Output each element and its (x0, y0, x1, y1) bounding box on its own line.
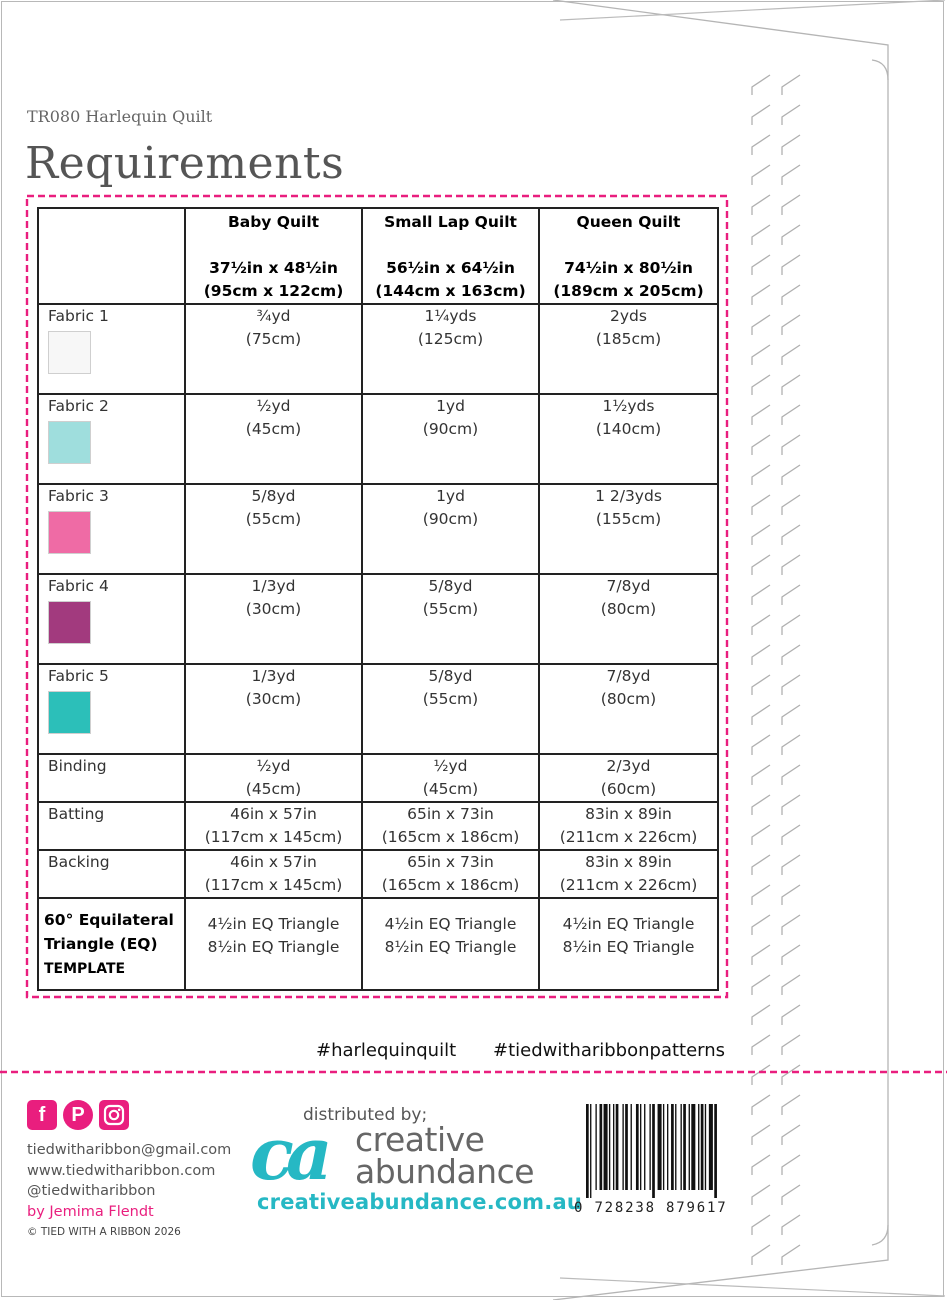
barcode-bar (683, 1104, 686, 1190)
row-label-cell (38, 574, 185, 664)
value-cell (362, 394, 539, 484)
barcode-bar (590, 1104, 591, 1198)
value-line: (185cm) (595, 330, 662, 348)
value-line: (165cm x 186cm) (381, 828, 520, 846)
value-line: (80cm) (600, 690, 657, 708)
value-cell (539, 304, 718, 394)
barcode-bar (681, 1104, 682, 1190)
barcode-bar (691, 1104, 695, 1190)
value-line: 1/3yd (251, 577, 296, 595)
value-line: (75cm) (245, 330, 302, 348)
value-line: 5/8yd (428, 577, 473, 595)
header-baby-quilt (185, 208, 362, 304)
barcode-bar (640, 1104, 641, 1190)
value-cell (539, 394, 718, 484)
fabric-swatch (48, 601, 91, 644)
barcode-bar (636, 1104, 639, 1190)
column-name: Baby Quilt (227, 213, 320, 231)
value-cell (185, 664, 362, 754)
header-blank-cell (38, 208, 185, 304)
value-line: (80cm) (600, 600, 657, 618)
value-line: 7/8yd (606, 667, 651, 685)
pinterest-icon[interactable]: P (63, 1100, 93, 1130)
zigzag-stitch-pattern (752, 75, 800, 1265)
barcode-bar (586, 1104, 589, 1198)
column-size-cm: (144cm x 163cm) (375, 282, 526, 300)
row-label: Fabric 4 (48, 577, 109, 595)
value-line: ¾yd (256, 307, 291, 325)
distributed-by-label: distributed by; (303, 1105, 428, 1125)
contact-website[interactable]: www.tiedwitharibbon.com (27, 1162, 216, 1179)
value-cell (362, 484, 539, 574)
value-line: 1½yds (602, 397, 655, 415)
barcode-bar (701, 1104, 704, 1190)
barcode-bar (652, 1104, 655, 1198)
value-cell (185, 754, 362, 802)
value-cell (185, 394, 362, 484)
fabric-swatch (48, 691, 91, 734)
barcode-bar (689, 1104, 690, 1190)
fold-line-top (560, 0, 945, 20)
value-line: 8½in EQ Triangle (207, 938, 340, 956)
value-line: (90cm) (422, 420, 479, 438)
sleeve-corner-bottom (872, 1225, 888, 1245)
barcode (584, 1104, 760, 1198)
value-line: (30cm) (245, 690, 302, 708)
table-header-row (38, 208, 718, 304)
value-line: (165cm x 186cm) (381, 876, 520, 894)
value-line: (117cm x 145cm) (204, 876, 343, 894)
value-cell (185, 484, 362, 574)
value-line: 5/8yd (428, 667, 473, 685)
value-line: (117cm x 145cm) (204, 828, 343, 846)
value-cell (185, 802, 362, 850)
value-line: ½yd (256, 757, 291, 775)
barcode-bar (714, 1104, 717, 1198)
value-line: 65in x 73in (407, 805, 494, 823)
barcode-bar (604, 1104, 608, 1190)
table-row-fabric-4 (38, 574, 718, 664)
barcode-bar (698, 1104, 699, 1190)
value-line: ½yd (256, 397, 291, 415)
value-cell (185, 898, 362, 990)
value-cell (362, 754, 539, 802)
row-label: Fabric 2 (48, 397, 109, 415)
value-line: (55cm) (422, 690, 479, 708)
page-title: Requirements (25, 138, 345, 189)
header-small-lap-quilt (362, 208, 539, 304)
value-cell (539, 850, 718, 898)
value-line: (30cm) (245, 600, 302, 618)
value-line: 46in x 57in (230, 805, 317, 823)
barcode-bar (609, 1104, 610, 1190)
value-line: 8½in EQ Triangle (384, 938, 517, 956)
barcode-bar (600, 1104, 603, 1190)
column-size-in: 37½in x 48½in (209, 259, 338, 277)
barcode-bar (671, 1104, 674, 1190)
value-cell (362, 304, 539, 394)
brand-name-line1: creative (355, 1120, 485, 1159)
barcode-bar (675, 1104, 676, 1190)
social-icons (27, 1100, 129, 1130)
barcode-bar (644, 1104, 645, 1190)
row-label: Fabric 3 (48, 487, 109, 505)
table-row-fabric-2 (38, 394, 718, 484)
value-line: 4½in EQ Triangle (207, 915, 340, 933)
value-line: 1yd (436, 397, 465, 415)
value-line: (90cm) (422, 510, 479, 528)
hashtag-tiedwitharibbonpatterns[interactable]: #tiedwitharibbonpatterns (493, 1040, 726, 1061)
value-line: (155cm) (595, 510, 662, 528)
value-line: 4½in EQ Triangle (562, 915, 695, 933)
barcode-number: 0 728238 879617 (574, 1200, 728, 1216)
barcode-bar (667, 1104, 668, 1190)
facebook-icon[interactable]: f (27, 1100, 57, 1130)
value-cell (539, 664, 718, 754)
table-row-binding (38, 754, 718, 802)
value-cell (362, 664, 539, 754)
barcode-bar (625, 1104, 628, 1190)
value-line: 83in x 89in (585, 805, 672, 823)
value-cell (362, 850, 539, 898)
value-cell (539, 898, 718, 990)
barcode-bar (649, 1104, 650, 1190)
value-cell (539, 574, 718, 664)
row-label: Batting (38, 802, 185, 850)
row-label-cell (38, 394, 185, 484)
barcode-bar (622, 1104, 623, 1190)
value-line: (45cm) (245, 420, 302, 438)
value-cell (539, 754, 718, 802)
hashtag-harlequinquilt[interactable]: #harlequinquilt (316, 1040, 457, 1061)
barcode-bar (705, 1104, 706, 1190)
distributor-website[interactable]: creativeabundance.com.au (257, 1190, 582, 1214)
value-cell (185, 850, 362, 898)
row-label: Backing (38, 850, 185, 898)
value-line: (45cm) (422, 780, 479, 798)
barcode-bar (709, 1104, 713, 1190)
pattern-code: TR080 Harlequin Quilt (27, 107, 213, 126)
value-line: 2yds (610, 307, 647, 325)
row-label-cell (38, 664, 185, 754)
contact-handle[interactable]: @tiedwitharibbon (27, 1183, 156, 1199)
brand-name-line2: abundance (355, 1152, 535, 1191)
fold-line-bottom (560, 1278, 945, 1296)
value-line: 65in x 73in (407, 853, 494, 871)
creative-abundance-logo (250, 1111, 360, 1198)
value-line: (45cm) (245, 780, 302, 798)
table-row-fabric-1 (38, 304, 718, 394)
column-name: Small Lap Quilt (384, 213, 517, 231)
value-line: 1¼yds (424, 307, 477, 325)
row-label: Fabric 5 (48, 667, 109, 685)
template-label-line: TEMPLATE (44, 960, 126, 977)
designer-credit: by Jemima Flendt (27, 1203, 154, 1220)
value-line: ½yd (433, 757, 468, 775)
column-size-cm: (95cm x 122cm) (203, 282, 344, 300)
table-row-backing (38, 850, 718, 898)
contact-block (27, 1140, 231, 1243)
row-label-cell (38, 484, 185, 574)
column-size-in: 74½in x 80½in (564, 259, 693, 277)
value-line: 1/3yd (251, 667, 296, 685)
value-line: (211cm x 226cm) (559, 828, 698, 846)
contact-email[interactable]: tiedwitharibbon@gmail.com (27, 1142, 232, 1158)
value-line: (211cm x 226cm) (559, 876, 698, 894)
value-line: (125cm) (417, 330, 484, 348)
row-label: Binding (38, 754, 185, 802)
value-line: 4½in EQ Triangle (384, 915, 517, 933)
column-size-in: 56½in x 64½in (386, 259, 515, 277)
copyright: © TIED WITH A RIBBON 2026 (27, 1226, 181, 1238)
template-label-line: Triangle (EQ) (44, 934, 158, 953)
requirements-table (37, 207, 719, 991)
value-line: 2/3yd (606, 757, 651, 775)
table-row-fabric-5 (38, 664, 718, 754)
value-line: (60cm) (600, 780, 657, 798)
barcode-bar (658, 1104, 662, 1190)
value-cell (362, 802, 539, 850)
fabric-swatch (48, 511, 91, 554)
value-cell (539, 802, 718, 850)
value-line: 5/8yd (251, 487, 296, 505)
row-label-cell (38, 304, 185, 394)
barcode-bar (663, 1104, 664, 1190)
fabric-swatch (48, 421, 91, 464)
row-label: Fabric 1 (48, 307, 109, 325)
instagram-icon[interactable] (99, 1100, 129, 1130)
barcode-bar (631, 1104, 632, 1190)
value-line: 8½in EQ Triangle (562, 938, 695, 956)
logo-letters: ca (250, 1111, 325, 1196)
value-line: 46in x 57in (230, 853, 317, 871)
column-name: Queen Quilt (576, 213, 681, 231)
value-line: (140cm) (595, 420, 662, 438)
table-row-fabric-3 (38, 484, 718, 574)
value-cell (185, 574, 362, 664)
table-row-batting (38, 802, 718, 850)
column-size-cm: (189cm x 205cm) (553, 282, 704, 300)
barcode-bar (613, 1104, 614, 1190)
value-cell (362, 574, 539, 664)
barcode-bar (616, 1104, 619, 1190)
fabric-swatch (48, 331, 91, 374)
value-cell (362, 898, 539, 990)
value-line: 7/8yd (606, 577, 651, 595)
value-line: (55cm) (422, 600, 479, 618)
value-line: 1 2/3yds (595, 487, 662, 505)
header-queen-quilt (539, 208, 718, 304)
table-row-template (38, 898, 718, 990)
barcode-bar (595, 1104, 596, 1190)
value-line: 1yd (436, 487, 465, 505)
value-cell (185, 304, 362, 394)
value-line: 83in x 89in (585, 853, 672, 871)
template-label-line: 60° Equilateral (44, 910, 174, 929)
template-label-cell (38, 898, 185, 990)
value-line: (55cm) (245, 510, 302, 528)
sleeve-corner-top (872, 60, 888, 80)
value-cell (539, 484, 718, 574)
zigzag-stitch-line (752, 75, 800, 1265)
